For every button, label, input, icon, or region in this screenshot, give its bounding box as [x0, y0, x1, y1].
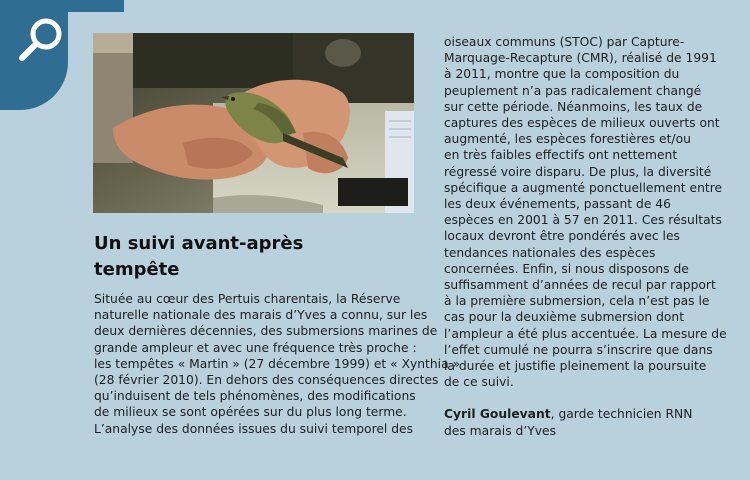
- text-line: suffisamment d’années de recul par rapport: [444, 278, 716, 293]
- text-line: grande ampleur et avec une fréquence très proche :: [94, 340, 417, 355]
- search-icon[interactable]: [16, 14, 68, 66]
- text-line: oiseaux communs (STOC) par Capture-: [444, 35, 685, 49]
- text-line: peuplement n’a pas radicalement changé: [444, 83, 702, 98]
- text-line: les deux événements, passant de 46: [444, 197, 671, 212]
- text-line: régressé voire disparu. De plus, la diversité: [444, 164, 712, 179]
- section-title-line: tempête: [94, 259, 180, 280]
- author-line: [444, 406, 744, 422]
- text-line: à 2011, montre que la composition du: [444, 67, 680, 82]
- text-line: naturelle nationale des marais d’Yves a connu, sur les: [94, 308, 428, 323]
- author-signature: [444, 406, 744, 438]
- text-line: sur cette période. Néanmoins, les taux de: [444, 99, 703, 114]
- text-line: (28 février 2010). En dehors des conséquences directes: [94, 373, 439, 388]
- bird-photo: [93, 33, 414, 213]
- text-line: de milieux se sont opérées sur du plus long terme.: [94, 405, 407, 420]
- text-line: les tempêtes « Martin » (27 décembre 1999) et « Xynthia »: [94, 356, 461, 371]
- text-line: L’analyse des données issues du suivi temporel des: [94, 421, 414, 436]
- text-line: spécifique a augmenté ponctuellement entre: [444, 180, 723, 195]
- text-line: à la première submersion, cela n’est pas le: [444, 294, 710, 309]
- author-name: Cyril Goulevant: [444, 407, 551, 422]
- text-line: qu’induisent de tels phénomènes, des modifications: [94, 389, 416, 404]
- text-line: espèces en 2001 à 57 en 2011. Ces résultats: [444, 213, 722, 228]
- section-title: [94, 231, 334, 283]
- text-line: concernées. Enfin, si nous disposons de: [444, 261, 689, 276]
- text-line: en très faibles effectifs ont nettement: [444, 148, 678, 163]
- text-line: cas pour la deuxième submersion dont: [444, 310, 685, 325]
- author-affiliation: des marais d’Yves: [444, 423, 556, 438]
- article-column-right: [444, 34, 744, 439]
- text-line: l’ampleur a été plus accentuée. La mesure de: [444, 326, 727, 341]
- section-title-line: Un suivi avant-après: [94, 233, 304, 254]
- article-column-left: [94, 291, 461, 437]
- text-line: l’effet cumulé ne pourra s’inscrire que dans: [444, 342, 713, 357]
- text-line: augmenté, les espèces forestières et/ou: [444, 132, 691, 147]
- text-line: la durée et justifie pleinement la poursuite: [444, 359, 707, 374]
- text-line: Située au cœur des Pertuis charentais, la Réserve: [94, 292, 401, 306]
- text-line: tendances nationales des espèces: [444, 245, 656, 260]
- text-line: captures des espèces de milieux ouverts ont: [444, 116, 720, 131]
- text-line: locaux devront être pondérés avec les: [444, 229, 680, 244]
- text-line: de ce suivi.: [444, 375, 514, 390]
- author-role: , garde technicien RNN: [550, 407, 693, 422]
- corner-strip: [68, 0, 124, 12]
- text-line: deux dernières décennies, des submersions marines de: [94, 324, 438, 339]
- text-line: Marquage-Recapture (CMR), réalisé de 1991: [444, 51, 717, 66]
